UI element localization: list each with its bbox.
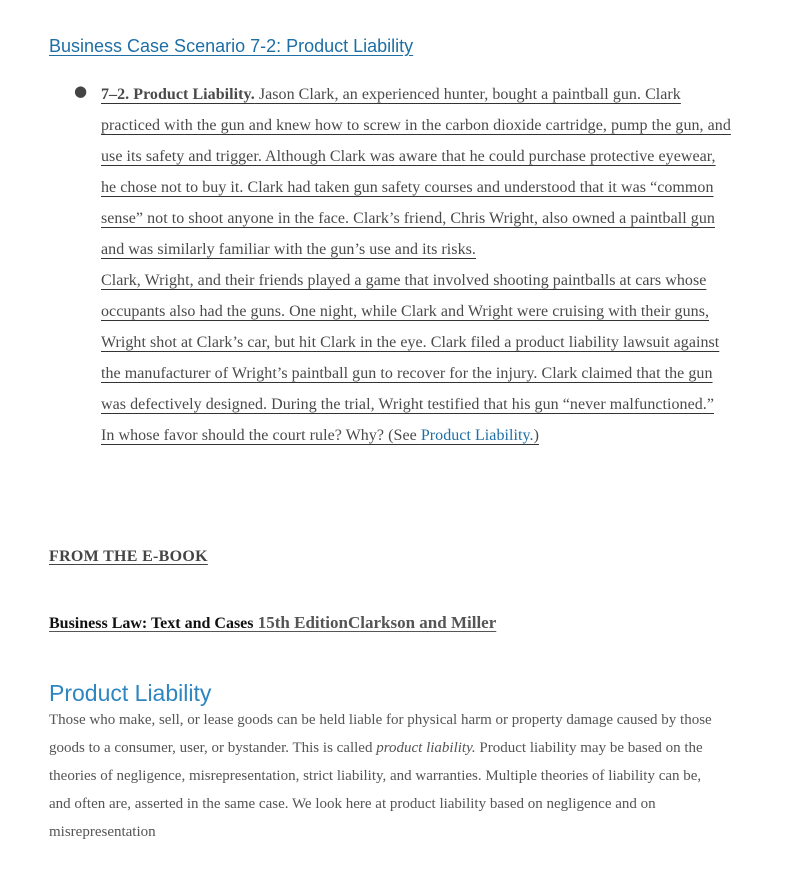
scenario-question xyxy=(101,79,731,451)
product-liability-link[interactable]: Product Liability. xyxy=(420,427,534,444)
book-reference xyxy=(49,613,496,633)
bullet-marker: ● xyxy=(74,82,88,100)
book-edition: 15th EditionClarkson and Miller xyxy=(253,613,497,632)
scenario-text-1: Jason Clark, an experienced hunter, bought a paintball gun. Clark practiced with the gun and knew how to screw in the carbon dioxide cartridge, pump the gun, and use its safety and trigger. Although Clark was aware that he could purchase protective eyewear, he chose not to buy it. Clark had taken gun safety courses and understood that it was “common sense” not to shoot anyone in the face. Clark’s friend, Chris Wright, also owned a paintball gun and was similarly familiar with the gun’s use and its risks. xyxy=(101,86,731,258)
book-title: Business Law: Text and Cases xyxy=(49,615,254,632)
scenario-text-2: Clark, Wright, and their friends played a game that involved shooting paintballs at cars whose occupants also had the guns. One night, while Clark and Wright were cruising with their guns, Wright shot at Clark’s car, but hit Clark in the eye. Clark filed a product liability lawsuit against the manufacturer of Wright’s paintball gun to recover for the injury. Clark claimed that the gun was defectively designed. During the trial, Wright testified that his gun “never malfunctioned.” In whose favor should the court rule? Why? xyxy=(101,272,720,444)
body-text-before: Those who make, sell, or lease goods can be held liable for physical harm or property damage caused by those goods to a consumer, user, or bystander. This is called xyxy=(49,712,712,756)
scenario-paragraph-2 xyxy=(101,265,731,451)
ebook-label: FROM THE E-BOOK xyxy=(49,548,208,565)
body-text-emphasis: product liability. xyxy=(376,740,476,756)
scenario-label: 7–2. Product Liability. xyxy=(101,86,255,103)
body-text-after: Product liability may be based on the theories of negligence, misrepresentation, strict liability, and warranties. Multiple theories of liability can be, and often are, asserted in the same case. We look here at product liability based on negligence and on misrepresentation xyxy=(49,740,703,840)
section-heading: Product Liability xyxy=(49,680,212,706)
scenario-title-link[interactable]: Business Case Scenario 7-2: Product Liability xyxy=(49,36,414,56)
see-prefix: (See xyxy=(388,427,421,444)
scenario-paragraph-1 xyxy=(101,79,731,265)
see-suffix: ) xyxy=(533,427,539,444)
section-body xyxy=(49,706,719,846)
